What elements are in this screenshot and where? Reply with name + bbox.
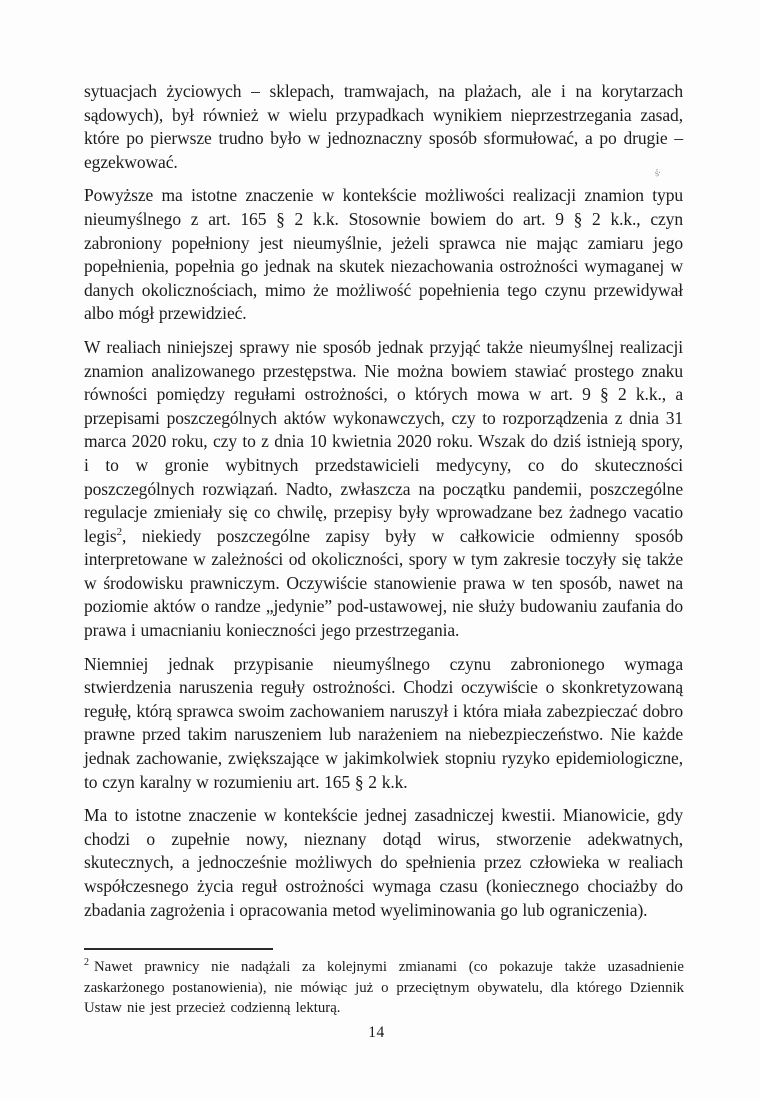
- paragraph: Ma to istotne znaczenie w kontekście jednej zasadniczej kwestii. Mianowicie, gdy chodzi o zupełnie nowy, nieznany dotąd wirus, stworzenie adekwatnych, skutecznych, a jednocześnie możliwych do spełnienia przez człowieka w realiach współczesnego życia reguł ostrożności wymaga czasu (koniecznego chociażby do zbadania zagrożenia i opracowania metod wyeliminowania go lub ograniczenia).: [84, 805, 683, 920]
- paragraph-text: , niekiedy poszczególne zapisy były w całkowicie odmienny sposób interpretowane w zależności od okoliczności, spory w tym zakresie toczyły się także w środowisku prawniczym. Oczywiście stanowienie prawa w ten sposób, nawet na poziomie aktów o randze „jedynie” pod-ustawowej, nie służy budowaniu zaufania do prawa i umacnianiu konieczności jego przestrzegania.: [84, 525, 683, 641]
- footnote-marker: 2: [84, 957, 89, 969]
- footnote-text: [84, 957, 684, 1019]
- paragraph: Niemniej jednak przypisanie nieumyślnego czynu zabronionego wymaga stwierdzenia naruszenia reguły ostrożności. Chodzi oczywiście o skonkretyzowaną regułę, którą sprawca swoim zachowaniem naruszył i która miała zabezpieczać dobro prawne przed takim naruszeniem lub narażeniem na niebezpieczeństwo. Nie każde jednak zachowanie, zwiększające w jakimkolwiek stopniu ryzyko epidemiologiczne, to czyn karalny w rozumieniu art. 165 § 2 k.k.: [84, 653, 683, 792]
- paragraph-continuation: sytuacjach życiowych – sklepach, tramwajach, na plażach, ale i na korytarzach sądowych), był również w wielu przypadkach wynikiem nieprzestrzegania zasad, które po pierwsze trudno było w jednoznaczny sposób sformułować, a po drugie – egzekwować.: [84, 81, 683, 172]
- paragraph: Powyższe ma istotne znaczenie w kontekście możliwości realizacji znamion typu nieumyślnego z art. 165 § 2 k.k. Stosownie bowiem do art. 9 § 2 k.k., czyn zabroniony popełniony jest nieumyślnie, jeżeli sprawca nie mając zamiaru jego popełnienia, popełnia go jednak na skutek niezachowania ostrożności wymaganej w danych okolicznościach, mimo że możliwość popełnienia tego czynu przewidywał albo mógł przewidzieć.: [84, 185, 683, 324]
- page-number: 14: [368, 1024, 385, 1041]
- footnote-body: Nawet prawnicy nie nadążali za kolejnymi zmianami (co pokazuje także uzasadnienie zaskarżonego postanowienia), nie mówiąc już o przeciętnym obywatelu, dla którego Dziennik Ustaw nie jest przecież codzienną lekturą.: [84, 959, 684, 1016]
- scan-artifact: ś·: [654, 167, 661, 180]
- paragraph-text: W realiach niniejszej sprawy nie sposób jednak przyjąć także nieumyślnej realizacji znamion analizowanego przestępstwa. Nie można bowiem stawiać prostego znaku równości pomiędzy regułami ostrożności, o których mowa w art. 9 § 2 k.k., a przepisami poszczególnych aktów wykonawczych, czy to rozporządzenia z dnia 31 marca 2020 roku, czy to z dnia 10 kwietnia 2020 roku. Wszak do dziś istnieją spory, i to w gronie wybitnych przedstawicieli medycyny, co do skuteczności poszczególnych rozwiązań. Nadto, zwłaszcza na początku pandemii, poszczególne regulacje zmieniały się co chwilę, przepisy były wprowadzane bez żadnego vacatio legis: [84, 336, 683, 546]
- footnote-reference: 2: [116, 525, 122, 538]
- body-text-block: [84, 80, 683, 932]
- paragraph: [84, 336, 683, 643]
- footnote-block: [84, 948, 684, 1019]
- footnote-separator: [84, 948, 273, 950]
